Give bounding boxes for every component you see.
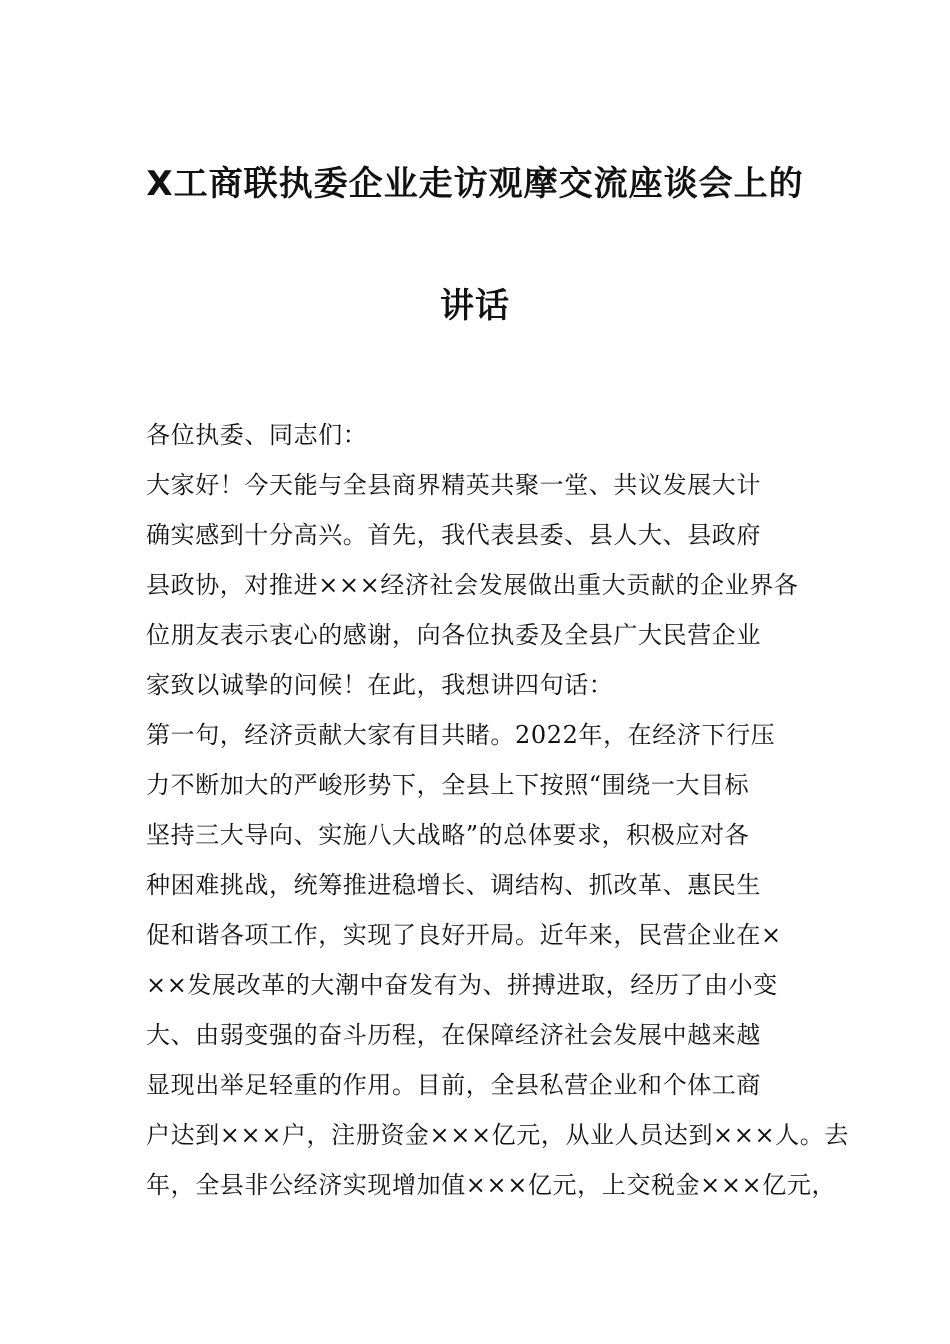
body-line: 种困难挑战，统筹推进稳增长、调结构、抓改革、惠民生 [146,871,761,899]
body-line: 年，全县非公经济实现增加值×××亿元，上交税金×××亿元， [146,1171,837,1199]
body-line: 位朋友表示衷心的感谢，向各位执委及全县广大民营企业 [146,621,761,649]
body-line: 显现出举足轻重的作用。目前，全县私营企业和个体工商 [146,1071,761,1099]
document-body [146,410,849,1210]
body-line: ××发展改革的大潮中奋发有为、拼搏进取，经历了由小变 [146,971,778,999]
body-line: 确实感到十分高兴。首先，我代表县委、县人大、县政府 [146,521,761,549]
body-line: 第一句，经济贡献大家有目共睹。2022年，在经济下行压 [146,721,776,749]
body-line: 户达到×××户，注册资金×××亿元，从业人员达到×××人。去 [146,1121,849,1149]
salutation: 各位执委、同志们： [146,421,368,449]
body-line: 大家好！今天能与全县商界精英共聚一堂、共议发展大计 [146,471,761,499]
body-line: 县政协，对推进×××经济社会发展做出重大贡献的企业界各 [146,571,799,599]
body-line: 促和谐各项工作，实现了良好开局。近年来，民营企业在× [146,921,782,949]
body-line: 坚持三大导向、实施八大战略”的总体要求，积极应对各 [146,821,750,849]
body-line: 力不断加大的严峻形势下，全县上下按照“围绕一大目标 [146,771,750,799]
body-line: 大、由弱变强的奋斗历程，在保障经济社会发展中越来越 [146,1021,761,1049]
document-title-line-1: X工商联执委企业走访观摩交流座谈会上的 [146,164,804,204]
document-title-line-2: 讲话 [440,286,510,326]
body-line: 家致以诚挚的问候！在此，我想讲四句话： [146,671,614,699]
